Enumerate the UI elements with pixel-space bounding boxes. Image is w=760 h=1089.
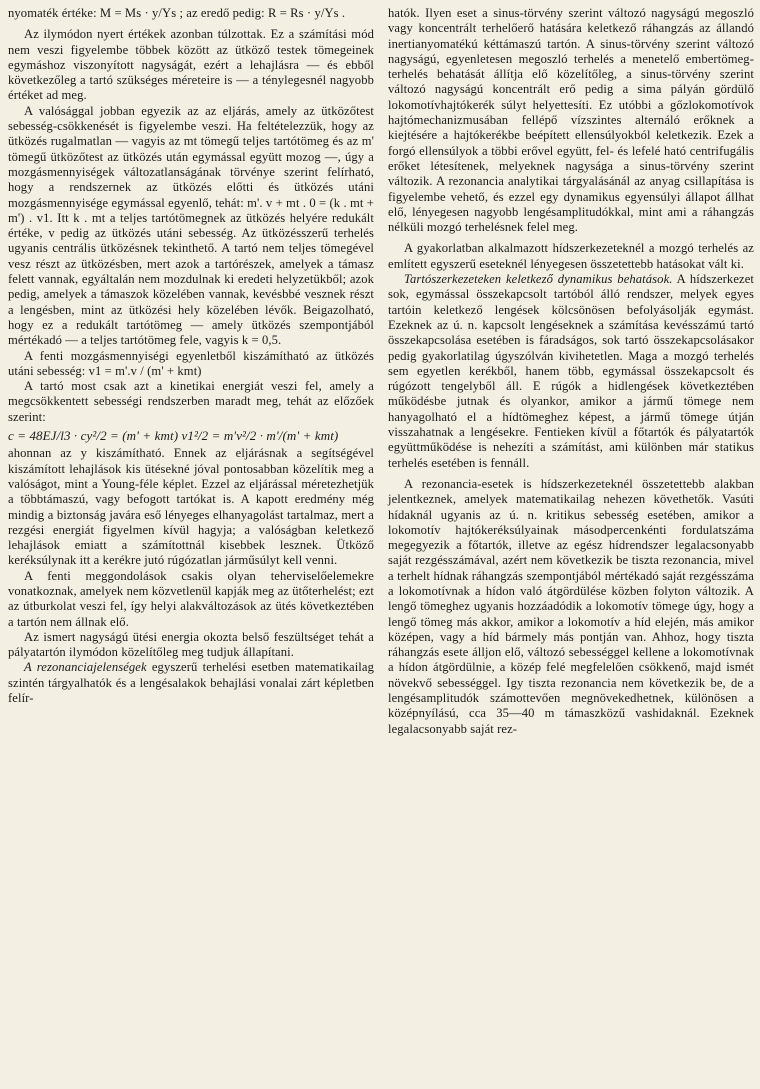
torque-formula-paragraph: nyomaték értéke: M = Ms · y/Ys ; az eredő pedig: R = Rs · y/Ys . (8, 6, 346, 20)
left-column (8, 6, 374, 1089)
paragraph-velocity-after-impact: A fenti mozgásmennyiségi egyenletből kiszámítható az ütközés utáni sebesség: v1 = m'.v / (m' + kmt) (8, 348, 374, 378)
right-column (388, 6, 754, 1089)
paragraph-dynamic-effects (388, 272, 754, 471)
paragraph-kinetic-energy: A tartó most csak azt a kinetikai energiát veszi fel, amely a megcsökkentett sebességi rendszerben maradt meg, tehát az előzőek szerint: (8, 379, 374, 424)
resonance-heading: A rezonanciajelenségek (24, 660, 147, 675)
paragraph-overestimate: Az ilymódon nyert értékek azonban túlzottak. Ez a számítási mód nem veszi figyelembe többek között az ütköző testek tömegeinek egymáshoz viszonyított nagyságát, ezért a lehajlásra — és ebből következőleg a tartó szükséges méreteire is — a ténylegesnél nagyobb értéket ad meg. (8, 27, 374, 103)
paragraph-resonance-cases: A rezonancia-esetek is hídszerkezeteknél összetettebb alakban jelentkeznek, amelyek matematikailag nehezen követhetők. Vasúti hídaknál ugyanis az ú. n. kritikus sebesség esetében, amikor a lokomotív hajtókeréksúlyainak másodpercenkénti fordulatszáma megegyezik a főtartók, illetve az egész hídrendszer legalacsonyabb saját rezgésszámával, azért nem következik be tiszta rezonancia, mivel a terhelt hídnak ráhangzás szempontjából mértékadó saját rezgésszáma a lokomotívnak a hídon való átgördülése közben folyton változik. A lengő tömeghez ugyanis hozzáadódik a lokomotív tömege úgy, hogy a lengő tömeg más akkor, amikor a lokomotív a híd elején, más amikor középen, vagy a híd bármely más pontján van. Ahhoz, hogy tiszta ráhangzás esete álljon elő, változó sebességgel kellene a lokomotívnak a hídon átgördülnie, a közép felé megfelelően csökkenő, majd ismét növekvő sebességgel. Igy tiszta rezonancia nem következik be, de a lengésamplitudók számottevően megnövekedhetnek, különösen a középnyílású, cca 35—40 m támaszközű vashidaknál. Ezeknek legalacsonyabb saját rez- (388, 476, 754, 736)
paragraph-load-bearing-elements: A fenti meggondolások csakis olyan teherviselőelemekre vonatkoznak, amelyek nem közvetlenül kapják meg az ütőterhelést; ezt az útburkolat veszi fel, így helyi alakváltozások az ütés következtében a tartón nem állnak elő. (8, 568, 374, 629)
paragraph-practical-bridges: A gyakorlatban alkalmazott hídszerkezeteknél a mozgó terhelés az említett egyszerű eseteknél lényegesen összetettebb hatásokat vált ki. (388, 241, 754, 271)
energy-equation: c = 48EJ/l3 · cy²/2 = (m' + kmt) v1²/2 = m'v²/2 · m'/(m' + kmt) (8, 428, 339, 444)
dynamic-effects-heading: Tartószerkezeteken keletkező dynamikus behatások. (404, 272, 673, 287)
paragraph-deflection-result: ahonnan az y kiszámítható. Ennek az eljárásnak a segítségével kiszámított lehajlások kis ütésekné jóval pontosabban közelítik meg a valóságot, mint a Young-féle képlet. Ezzel az eljárással méretezhetjük a többtámaszú, vagy befogott tartókat is. A kapott eredmény még mindig a biztonság javára eső lényeges elhanyagolást tartalmaz, mert a rezgési energiát figyelmen kívül hagyja; a valóságban keletkező lehajlások emiatt a számítottnál kisebbek lesznek. Ütköző keréksúlynak itt a kerékre jutó rúgózatlan járműsúlyt kell venni. (8, 446, 374, 568)
dynamic-effects-text: A hídszerkezet sok, egymással összekapcsolt tartóból álló rendszer, melyek egyes tartóin keletkező lengések kölcsönösen befolyásolják egymást. Ezeknek az ú. n. kapcsolt lengéseknek a számítása kevésszámú tartó összekapcsolása esetében is fáradságos, sok tartó összekapcsolásakor pedig gyakorlatilag úgyszólván kivihetetlen. Maga a mozgó terhelés sem egyetlen kerékből, hanem több, egymással összekapcsolt és rúgózott tengelyből áll. E rúgók a hidlengések következtében működésbe jutnak és olyankor, amikor a jármű tömege nem hanyagolható el a hídtömeghez képest, a jármű tömege útján visszahatnak a lengésekre. Fentieken kívül a főtartók és pályatartók együttműködése is nehezíti a számítást, ami különben már statikus terhelés esetében is fennáll. (388, 272, 754, 470)
resonance-text: egyszerű terhelési esetben matematikailag szintén tárgyalhatók és a lengésalakok behajlási vonalai zárt képletben felír- (8, 660, 374, 706)
paragraph-momentum-method: A valósággal jobban egyezik az az eljárás, amely az ütközőtest sebesség-csökkenését is figyelembe veszi. Ha feltételezzük, hogy az ütközés rugalmatlan — vagyis az mt tömegű teljes tartótömeg és az m' tömegű ütközőtest az ütközés után egymással együtt mozog —, úgy a mozgásmennyiségek változatlanságának törvénye szerint felírható, hogy a rendszernek az ütközés előtti és ütközés utáni mozgásmennyisége egymással egyenlő, tehát: m'. v + mt . 0 = (k . mt + m') . v1. Itt k . mt a teljes tartótömegnek az ütközés helyére redukált értéke, v pedig az ütközés utáni sebesség. Az ütközésszerű terhelés ugyanis centrális ütközésnek tekinthető. A tartó nem teljes tömegével vesz részt az ütközésben, mert azok a tartórészek, amelyek a támasz felett vannak, egyáltalán nem mozdulnak ki eredeti helyzetükből; azok pedig, amelyek a támaszok közelében vannak, kevésbbé vesznek részt a lengésben, mint az ütközési hely közelében lévők. Beigazolható, hogy ez a redukált tartótömeg — amely ütközés szempontjából mértékadó — a teljes tartótömeg fele, vagyis k = 0,5. (8, 103, 374, 348)
paragraph-sinus-law: hatók. Ilyen eset a sinus-törvény szerint változó nagyságú megoszló vagy koncentrált terhelőerő hatására keletkező ráhangzás az állandó inertianyomatékú kéttámaszú tartón. A sinus-törvény szerint változó nagyságú, egyenletesen megoszló terhelés a menetelő embertömeg-terhelés behatását állítja elő közelítőleg, a sinus-törvény szerint változó nagyságú koncentrált erő pedig a sima pályán gördülő lokomotívhajtókerék súlyt helyettesíti. Ez utóbbi a gőzlokomotívok hajtómechanizmusában fellépő vízszintes alternáló erőknek a kiejtésére a hajtókerékbe beépített ellensúlyokból keletkezik. Ezek a forgó ellensúlyok a többi erővel együtt, fel- és lefelé ható centrifugális erőket létesítenek, melyeknek nagysága a sinus-törvény szerint változik. A rezonancia analytikai tárgyalásánál az anyag csillapítása is figyelembe vehető, és ezzel egy dynamikus egyensúlyi állapot állhat elő, lényegesen nagyobb lengésamplitudókkal, mint ami a ráhangzás nélküli mozgó terhelésnek felel meg. (388, 6, 754, 235)
paragraph-internal-stress: Az ismert nagyságú ütési energia okozta belső feszültséget tehát a pályatartón ilymódon közelítőleg meg tudjuk állapítani. (8, 629, 374, 660)
paragraph-resonance (8, 660, 374, 706)
